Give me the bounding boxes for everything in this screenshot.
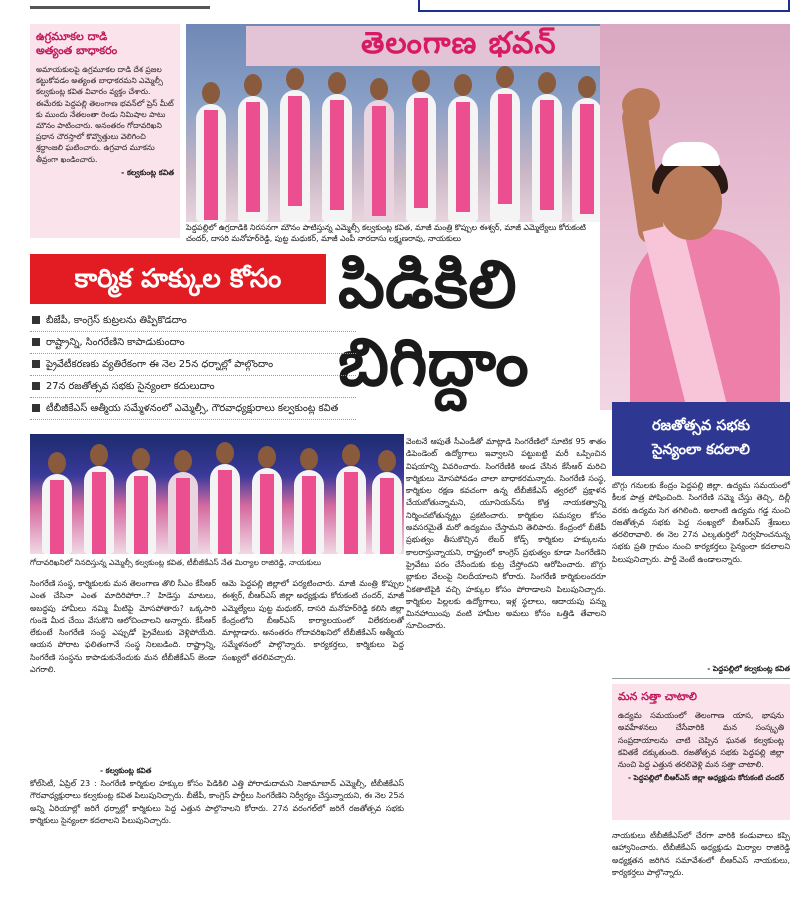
photo-banner-text: తెలంగాణ భవన్ <box>361 26 557 61</box>
portrait-face <box>658 164 722 240</box>
sidebar-body: అమాయకులపై ఉగ్రమూకల దాడి దేశ ప్రజల కట్టుకోవడం అత్యంత బాధాకరమని ఎమ్మెల్సీ కల్వకుంట్ల కవిత వివారం వ్యక్తం చేశారు. ఈమేరకు పెద్దపల్లి తెలంగాణ భవన్‌లో ప్రెస్ మీట్ కు ముందు నేతలంతా రెండు నిమిషాల పాటు మౌనం పాటించారు. అనంతరం గోదావరిఖని ప్రధాన చౌరస్తాలో కొవ్వొత్తులు వెలిగించి శ్రద్ధాంజలి ఘటించారు. ఉగ్రవాద మూకను తీవ్రంగా ఖండించారు. <box>36 65 174 164</box>
sidebar-signature: - కల్వకుంట్ల కవిత <box>121 167 174 177</box>
square-bullet-icon <box>32 382 40 390</box>
right-box-2-signature: - పెద్దపల్లిలో బీఆర్ఎస్ జిల్లా అధ్యక్షుడు కోరుకంటి చందర్ <box>628 773 784 783</box>
photo-person <box>84 466 114 554</box>
right-box-heading-line-1: రజతోత్సవ సభకు <box>651 418 751 434</box>
photo-person <box>364 100 394 222</box>
right-bottom-text: నాయకులు టీబీజీకేఎస్‌లో చేరగా వారికి కండువాలు కప్పి ఆహ్వానించారు. టీబీజీకేఎస్ అధ్యక్షుడు మిర్యాల రాజిరెడ్డి అధ్యక్షతన జరిగిన సమావేశంలో బీఆర్ఎస్ నాయకులు, కార్యకర్తలు పాల్గొన్నారు. <box>612 831 790 877</box>
bullet-item: టీబీజీకేఎస్ ఆత్మీయ సమ్మేళనంలో ఎమ్మెల్సీ, గౌరవాధ్యక్షురాలు కల్వకుంట్ల కవిత <box>30 398 356 420</box>
top-group-photo <box>186 24 606 222</box>
sidebar-headline-2: అత్యంత బాధాకరం <box>36 44 118 57</box>
masthead-box <box>418 0 790 12</box>
portrait-cap <box>662 142 720 166</box>
right-divider <box>612 678 790 679</box>
photo-person <box>126 470 156 554</box>
middle-rally-photo <box>30 434 404 554</box>
square-bullet-icon <box>32 338 40 346</box>
sidebar-headline-1: ఉగ్రమూకల దాడి <box>36 30 108 43</box>
article-signature: - కల్వకుంట్ల కవిత <box>100 766 152 775</box>
photo-person <box>322 94 352 222</box>
photo-person <box>280 90 310 222</box>
photo-person <box>42 474 72 554</box>
square-bullet-icon <box>32 360 40 368</box>
photo-person <box>372 472 402 554</box>
bullet-item: 27న రజతోత్సవ సభకు సైన్యంలా కదులుదాం <box>30 376 356 398</box>
square-bullet-icon <box>32 404 40 412</box>
raised-fist <box>622 88 660 122</box>
photo-person <box>448 96 478 222</box>
photo-person <box>406 92 436 222</box>
right-portrait-photo <box>600 24 790 410</box>
photo-person <box>532 94 562 222</box>
bullet-list <box>30 310 356 420</box>
photo-person <box>336 466 366 554</box>
article-column-1: సింగరేణి సంస్థ, కార్మికులకు మన తెలంగాణ తొలి సీఎం కేసీఆర్ ఎంత చేసినా ఎంత మాదిరిపోరా..? హిడెస్తు మాటలు, అబద్ధపు హామీలు నమ్మి మీటిపై మోసపోతారు? ఒక్కసారి గుండె మీద చేయి వేసుకొని ఆలోచించాలని అన్నారు. కేసీఆర్ లేకుంటే సింగరేణి సంస్థ ఎప్పుడో ప్రైవేటుకు వెళ్లిపోయేది. ఆయన పోరాట ఫలితంగానే సంస్థ నిలబడింది. రాష్ట్రాన్ని, సింగరేణి సంస్థను కాపాడుకునేందుకు మన టీబీజీకేఎస్ జెండా ఎగరాలి. <box>30 579 216 675</box>
photo-person <box>210 464 240 554</box>
article-lead-paragraph: కోల్‌సిటీ, ఏప్రిల్ 23 : సింగరేణి కార్మికుల హక్కుల కోసం పిడికిలి ఎత్తి పోరాడుదామని నిజామాబాద్ ఎమ్మెల్సీ, టీబీజీకేఎస్ గౌరవాధ్యక్షురాలు కల్వకుంట్ల కవిత పిలుపునిచ్చారు. బీజేపీ, కాంగ్రెస్ పార్టీలు సింగరేణిని నిర్వీర్యం చేస్తున్నాయని, ఈ నెల 25న అన్ని ఏరియాల్లో జరిగే ధర్నాల్లో కార్మికులు పెద్ద ఎత్తున పాల్గొనాలని కోరారు. 27న వరంగల్‌లో జరిగే రజతోత్సవ సభకు కార్మికులు సైన్యంలా కదలాలని పిలుపునిచ్చారు. <box>30 779 404 825</box>
sub-headline: కార్మిక హక్కుల కోసం <box>30 254 326 304</box>
right-box-2-body: ఉద్యమ సమయంలో తెలంగాణ యాస, భాషను అవహేళనలు చేసేవారికి మన సంస్కృతి సంప్రదాయాలను చాటి చెప్పిన ఘనత కల్వకుంట్ల కవితకే దక్కుతుంది. రజతోత్సవ సభకు పెద్దపల్లి జిల్లా నుంచి పెద్ద ఎత్తున తరలివెళ్లి మన సత్తా చాటాలి. <box>618 711 784 770</box>
middle-photo-caption: గోదావరిఖనిలో నినదిస్తున్న ఎమ్మెల్సీ కల్వకుంట్ల కవిత, టీబీజీకేఎస్ నేత మిర్యాల రాజిరెడ్డి, నాయకులు <box>30 558 322 567</box>
photo-person <box>238 96 268 222</box>
photo-person <box>490 88 520 222</box>
sidebar-box <box>30 24 180 238</box>
photo-person <box>168 472 198 554</box>
bullet-item: ప్రైవేటీకరణకు వ్యతిరేకంగా ఈ నెల 25న ధర్నాల్లో పాల్గొందాం <box>30 354 356 376</box>
photo-person <box>252 468 282 554</box>
photo-person <box>572 98 602 222</box>
right-box-signature: - పెద్దపల్లిలో కల్వకుంట్ల కవిత <box>707 664 790 673</box>
top-photo-caption: పెద్దపల్లిలో ఉగ్రదాడికి నిరసనగా మౌనం పాటిస్తున్న ఎమ్మెల్సీ కల్వకుంట్ల కవిత, మాజీ మంత్రి కొప్పుల ఈశ్వర్, మాజీ ఎమ్మెల్యేలు కోరుకంటి చందర్, దాసరి మనోహర్‌రెడ్డి, పుట్ట మధుకర్, మాజీ ఎంపీ నారదాసు లక్ష్మణరావు, నాయకులు <box>186 223 586 243</box>
main-headline <box>338 246 606 402</box>
square-bullet-icon <box>32 316 40 324</box>
right-box-2-heading: మన సత్తా చాటాలి <box>618 690 697 703</box>
main-headline-line-2: బిగిద్దాం <box>338 324 529 401</box>
article-center-column: వెంటనే ఆపుతే సీఎండీతో మాట్లాడి సింగరేణిలో సూటిక 95 శాతం డిపెండెంట్ ఉద్యోగాలు ఇవ్వాలని పట్టుబట్టి మరీ ఒప్పించిన విషయాన్ని వివరించారు. సింగరేణికి అండ చేసిన కేసీఆర్ మరిచి కార్మికులు మోసపోవడం చాలా బాధాకరమన్నారు. సింగరేణి సంస్థ, కార్మికుల రక్షణ కవచంగా ఉన్న టీబీజీకేఎస్ త్వరలో ప్రక్షాళన చేయబోతున్నామని, యూనియన్‌ను కొత్త నాయకత్వాన్ని నిర్మించబోతున్నట్లు ప్రకటించారు. కార్మికుల సమస్యల కోసం అవసరమైతే మరో ఉద్యమం చేస్తామని తెలిపారు. కేంద్రంలో బీజేపీ ప్రభుత్వం తీసుకొచ్చిన లేబర్ కోడ్స్ కార్మికుల హక్కులను కాలరాస్తున్నాయని, రాష్ట్రంలో కాంగ్రెస్ ప్రభుత్వం కూడా సింగరేణిని ప్రైవేటు పరం చేసేందుకు కుట్ర చేస్తోందని ఆరోపించారు. బొగ్గు బ్లాకుల వేలంపై నిలదీయాలని కోరారు. సింగరేణి కార్మికులందరూ ఏకతాటిపైకి వచ్చి హక్కుల కోసం పోరాడాలని పిలుపునిచ్చారు. కార్మికుల పిల్లలకు ఉద్యోగాలు, ఇళ్ల స్థలాలు, ఆదాయపు పన్ను మినహాయింపు వంటి హామీల అమలు కోసం ఒత్తిడి తేవాలని సూచించారు. <box>406 437 606 631</box>
right-box-heading <box>612 402 790 476</box>
top-rule <box>30 6 210 9</box>
right-box-heading-line-2: సైన్యంలా కదలాలి <box>652 442 750 458</box>
bullet-item: బీజేపీ, కాంగ్రెస్ కుట్రలను తిప్పికొడదాం <box>30 310 356 332</box>
right-box-body: బొగ్గు గనులకు కేంద్రం పెద్దపల్లి జిల్లా. ఉద్యమ సమయంలో కీలక పాత్ర పోషించింది. సింగరేణి సమ్మె చేస్తు తెచ్చి, దిల్లీ వరకు ఉద్యమ సెగ తగిలింది. అలాంటి ఉద్యమ గడ్డ నుంచి రజతోత్సవ సభకు పెద్ద సంఖ్యలో బీఆర్ఎస్ శ్రేణులు తరలిరావాలి. ఈ నెల 27న ఎల్కతుర్తిలో నిర్వహించనున్న సభకు ప్రతి గ్రామం నుంచి కార్యకర్తలు సైన్యంలా కదలాలని పిలుపునిచ్చారు. పార్టీ వెంటే ఉండాలన్నారు. <box>612 481 790 564</box>
bullet-item: రాష్ట్రాన్ని, సింగరేణిని కాపాడుకుందాం <box>30 332 356 354</box>
main-headline-line-1: పిడికిలి <box>338 246 517 323</box>
right-box-2 <box>612 684 790 820</box>
article-column-2: ఆమె పెద్దపల్లి జిల్లాలో పర్యటించారు. మాజీ మంత్రి కొప్పుల ఈశ్వర్, బీఆర్ఎస్ జిల్లా అధ్యక్షుడు కోరుకంటి చందర్, మాజీ ఎమ్మెల్యేలు పుట్ట మధుకర్, దాసరి మనోహర్‌రెడ్డి కలిసి జిల్లా కేంద్రంలోని బీఆర్ఎస్ కార్యాలయంలో విలేకరులతో మాట్లాడారు. అనంతరం గోదావరిఖనిలో టీబీజీకేఎస్ ఆత్మీయ సమ్మేళనంలో పాల్గొన్నారు. కార్యకర్తలు, కార్మికులు పెద్ద సంఖ్యలో తరలివచ్చారు. <box>222 579 404 662</box>
photo-person <box>294 470 324 554</box>
photo-person <box>196 104 226 222</box>
